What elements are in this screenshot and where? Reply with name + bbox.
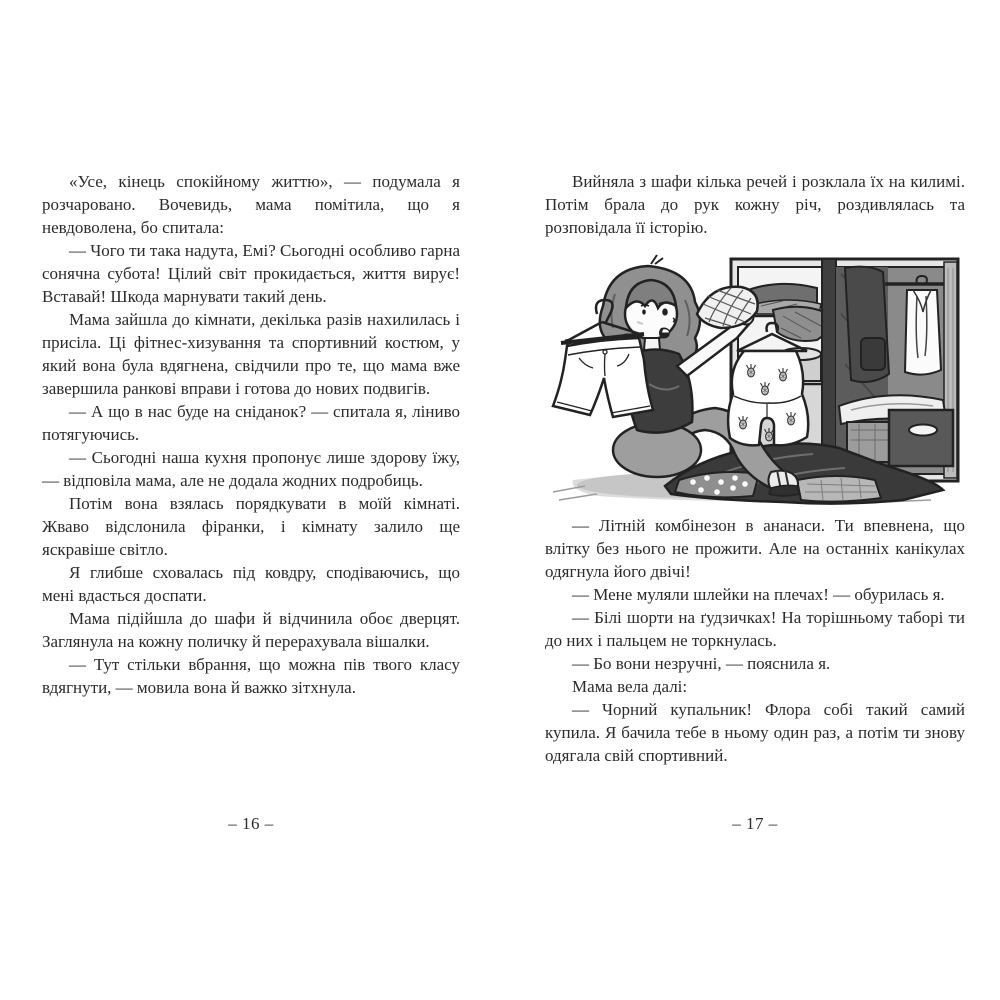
text-paragraph: «Усе, кінець спокійному життю», — подумала я розчаровано. Вочевидь, мама помітила, що я невдоволена, бо спитала:	[42, 172, 460, 237]
text-paragraph: Вийняла з шафи кілька речей і розклала їх на килимі. Потім брала до рук кожну річ, роздивлялась та розповідала її історію.	[545, 172, 965, 237]
text-paragraph: Мама зайшла до кімнати, декілька разів нахилилась і присіла. Ці фітнес-хизування та спортивний костюм, у який вона була вдягнена, свідчили про те, що мама вже завершила ранкові вправи і готова до нових подвигів.	[42, 310, 460, 398]
page-number-right: – 17 –	[732, 814, 778, 833]
text-paragraph: Я глибше сховалась під ковдру, сподіваючись, що мені вдасться доспати.	[42, 563, 460, 605]
white-hanging-garment	[905, 276, 941, 375]
text-paragraph: Потім вона взялась порядкувати в моїй кімнаті. Жваво відслонила фіранки, і кімнату залило ще яскравіше світло.	[42, 494, 460, 559]
text-paragraph: — Білі шорти на ґудзичках! На торішньому таборі ти до них і пальцем не торкнулась.	[545, 608, 965, 650]
text-paragraph: Мама вела далі:	[572, 677, 688, 696]
text-paragraph: Мама підійшла до шафи й відчинила обоє дверцят. Заглянула на кожну поличку й перерахувала вішалки.	[42, 609, 460, 651]
wardrobe-illustration	[545, 254, 965, 506]
text-paragraph: — Бо вони незручні, — пояснила я.	[572, 654, 831, 673]
page-number-left: – 16 –	[228, 814, 274, 833]
text-paragraph: — Чого ти така надута, Емі? Сьогодні особливо гарна сонячна субота! Цілий світ прокидається, життя вирує! Вставай! Шкода марнувати такий день.	[42, 241, 460, 306]
text-paragraph: — Літній комбінезон в ананаси. Ти впевнена, що влітку без нього не прожити. Але на останніх канікулах одягнула його двічі!	[545, 516, 965, 581]
dark-hanging-clothes	[845, 267, 889, 382]
left-page	[42, 170, 460, 699]
right-page	[545, 170, 965, 767]
text-paragraph: — Сьогодні наша кухня пропонує лише здорову їжу, — відповіла мама, але не додала жодних подробиць.	[42, 448, 460, 490]
text-paragraph: — Чорний купальник! Флора собі такий самий купила. Я бачила тебе в ньому один раз, а потім ти знову одягала свій спортивний.	[545, 700, 965, 765]
text-paragraph: — А що в нас буде на сніданок? — спитала я, ліниво потягуючись.	[42, 402, 460, 444]
text-paragraph: — Тут стільки вбрання, що можна пів твого класу вдягнути, — мовила вона й важко зітхнула.	[42, 655, 460, 697]
face	[625, 280, 677, 339]
text-paragraph: — Мене муляли шлейки на плечах! — обурилась я.	[572, 585, 945, 604]
storage-box	[889, 410, 953, 466]
